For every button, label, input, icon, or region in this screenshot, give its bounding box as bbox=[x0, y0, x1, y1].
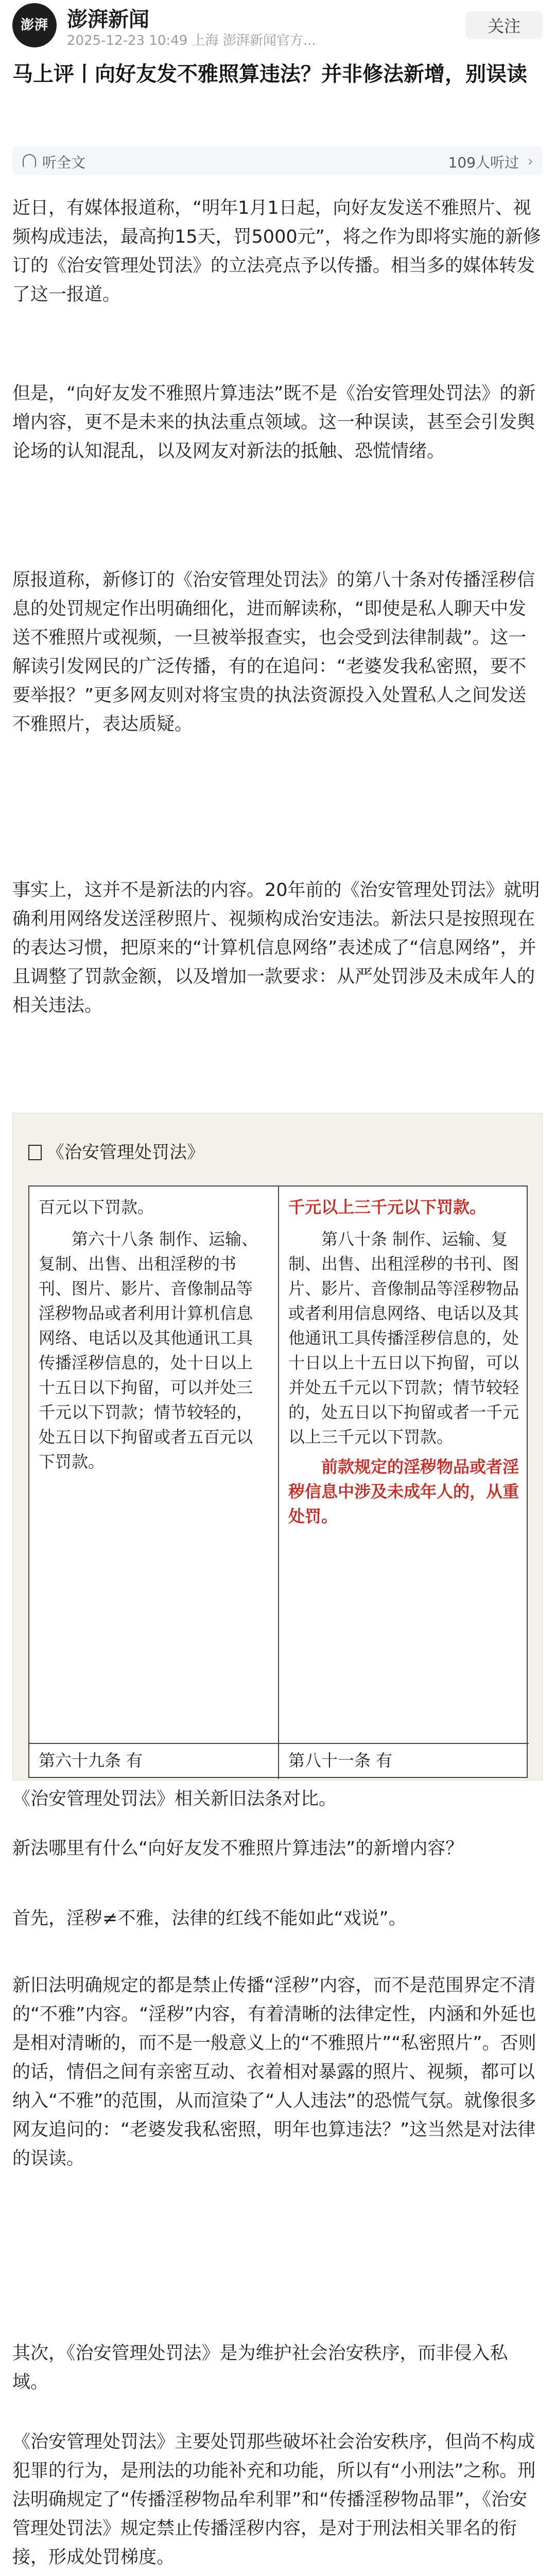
old-law-article-69: 第六十九条 有 bbox=[39, 1751, 143, 1770]
law-comparison-image[interactable] bbox=[12, 1113, 543, 1781]
qa-paragraph-1: 新法哪里有什么“向好友发不雅照片算违法”的新增内容？ bbox=[12, 1838, 464, 1859]
new-law-article-81: 第八十一条 有 bbox=[288, 1751, 393, 1770]
article-header bbox=[0, 0, 555, 49]
publish-meta: 2025-12-23 10:49 上海 澎湃新闻官方... bbox=[67, 33, 316, 48]
qa-paragraph-2: 首先，淫秽≠不雅，法律的红线不能如此“戏说”。 bbox=[12, 1908, 407, 1929]
old-law-column bbox=[29, 1187, 279, 1779]
comparison-table bbox=[28, 1185, 528, 1778]
listener-count[interactable]: 109人听过 bbox=[448, 154, 519, 171]
new-law-column bbox=[279, 1187, 529, 1779]
new-law-fragment: 千元以上三千元以下罚款。 bbox=[288, 1197, 487, 1217]
listen-label[interactable]: 听全文 bbox=[42, 154, 86, 171]
qa-paragraph-5: 《治安管理处罚法》主要处罚那些破坏社会治安秩序，但尚不构成犯罪的行为，是刑法的功能补充和功能，所以有“小刑法”之称。刑法明确规定了“传播淫秽物品牟利罪”和“传播淫秽物品罪”，《治安管理处罚法》规定禁止传播淫秽内容，是对于刑法相关罪名的衔接，形成处罚梯度。 bbox=[12, 2432, 536, 2568]
article-headline: 马上评丨向好友发不雅照算违法？并非修法新增，别误读 bbox=[12, 62, 527, 86]
new-law-article-80: 第八十条 制作、运输、复制、出售、出租淫秽的书刊、图片、影片、音像制品等淫秽物品或者利用信息网络、电话以及其他通讯工具传播淫秽信息的，处十日以上十五日以下拘留，可以并处五千元以下罚款；情节较轻的，处五日以下拘留或者一千元以上三千元以下罚款。 bbox=[288, 1229, 519, 1447]
book-icon bbox=[28, 1145, 42, 1160]
figure-caption: 《治安管理处罚法》相关新旧法条对比。 bbox=[12, 1789, 337, 1809]
new-law-minors-clause: 前款规定的淫秽物品或者淫秽信息中涉及未成年人的，从重处罚。 bbox=[288, 1457, 519, 1526]
chevron-right-icon: › bbox=[527, 152, 533, 170]
listen-bar[interactable] bbox=[12, 146, 543, 175]
paragraph-4: 事实上，这并不是新法的内容。20年前的《治安管理处罚法》就明确利用网络发送淫秽照片、视频构成治安违法。新法只是按照现在的表达习惯，把原来的“计算机信息网络”表述成了“信息网络”，并且调整了罚款金额，以及增加一款要求：从严处罚涉及未成年人的相关违法。 bbox=[12, 880, 540, 1016]
follow-button[interactable]: 关注 bbox=[465, 11, 543, 39]
paragraph-2: 但是，“向好友发不雅照片算违法”既不是《治安管理处罚法》的新增内容，更不是未来的执法重点领域。这一种误读，甚至会引发舆论场的认知混乱，以及网友对新法的抵触、恐慌情绪。 bbox=[12, 383, 536, 462]
paragraph-3: 原报道称，新修订的《治安管理处罚法》的第八十条对传播淫秽信息的处罚规定作出明确细化，进而解读称，“即使是私人聊天中发送不雅照片或视频，一旦被举报查实，也会受到法律制裁”。这一解读引发网民的广泛传播，有的在追问：“老婆发我私密照，要不要举报？”更多网友则对将宝贵的执法资源投入处置私人之间发送不雅照片，表达质疑。 bbox=[12, 570, 535, 735]
old-law-article-68: 第六十八条 制作、运输、复制、出售、出租淫秽的书刊、图片、影片、音像制品等淫秽物品或者利用计算机信息网络、电话以及其他通讯工具传播淫秽信息的，处十日以上十五日以下拘留，可以并处三千元以下罚款；情节较轻的，处五日以下拘留或者五百元以下罚款。 bbox=[39, 1229, 258, 1471]
old-law-fragment: 百元以下罚款。 bbox=[39, 1197, 154, 1217]
figure-title: 《治安管理处罚法》 bbox=[28, 1138, 204, 1163]
qa-paragraph-3: 新旧法明确规定的都是禁止传播“淫秽”内容，而不是范围界定不清的“不雅”内容。“淫秽”内容，有着清晰的法律定性，内涵和外延也是相对清晰的，而不是一般意义上的“不雅照片”“私密照片”。否则的话，情侣之间有亲密互动、衣着相对暴露的照片、视频，都可以纳入“不雅”的范围，从而渲染了“人人违法”的恐慌气氛。就像很多网友追问的：“老婆发我私密照，明年也算违法？”这当然是对法律的误读。 bbox=[12, 1975, 536, 2169]
qa-paragraph-4: 其次，《治安管理处罚法》是为维护社会治安秩序，而非侵入私域。 bbox=[12, 2343, 508, 2393]
table-divider bbox=[29, 1743, 529, 1744]
paragraph-1: 近日，有媒体报道称，“明年1月1日起，向好友发送不雅照片、视频构成违法，最高拘15天，罚5000元”，将之作为即将实施的新修订的《治安管理处罚法》的立法亮点予以传播。相当多的媒体转发了这一报道。 bbox=[12, 198, 541, 305]
headphones-icon bbox=[23, 154, 36, 167]
source-name[interactable]: 澎湃新闻 bbox=[67, 8, 149, 31]
source-avatar[interactable]: 澎湃 bbox=[12, 3, 57, 47]
